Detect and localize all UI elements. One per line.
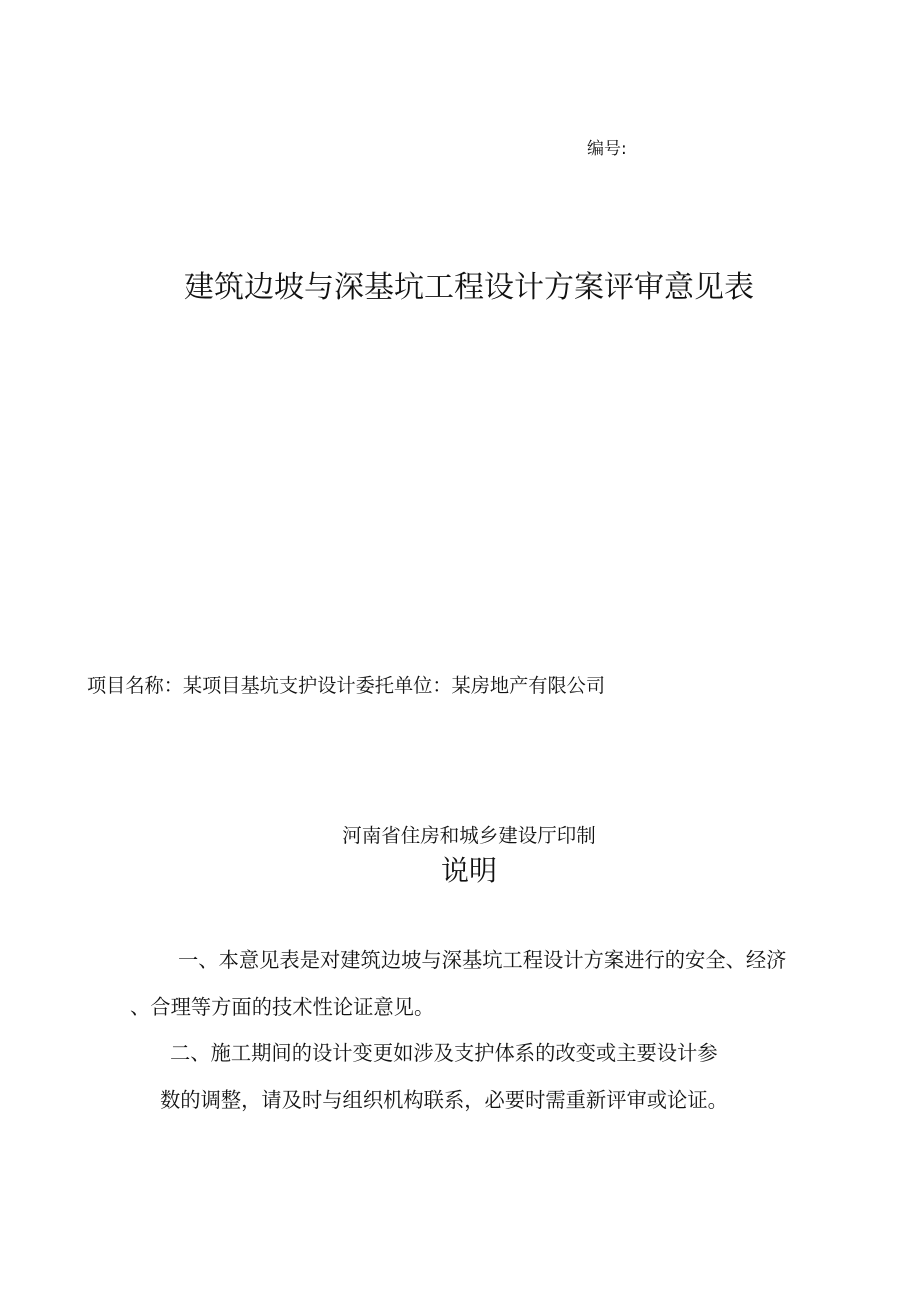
printer-issuer: 河南省住房和城乡建设厅印制 <box>342 824 596 847</box>
note-line: 数的调整，请及时与组织机构联系，必要时需重新评审或论证。 <box>160 1088 728 1112</box>
document-title: 建筑边坡与深基坑工程设计方案评审意见表 <box>184 270 754 305</box>
project-info-line: 项目名称：某项目基坑支护设计委托单位：某房地产有限公司 <box>87 674 606 697</box>
notes-heading: 说明 <box>440 854 497 887</box>
note-line: 、合理等方面的技术性论证意见。 <box>130 995 435 1019</box>
note-line: 二、施工期间的设计变更如涉及支护体系的改变或主要设计参 <box>170 1041 718 1065</box>
serial-number-label: 编号: <box>587 139 627 159</box>
note-line: 一、本意见表是对建筑边坡与深基坑工程设计方案进行的安全、经济 <box>178 948 787 972</box>
